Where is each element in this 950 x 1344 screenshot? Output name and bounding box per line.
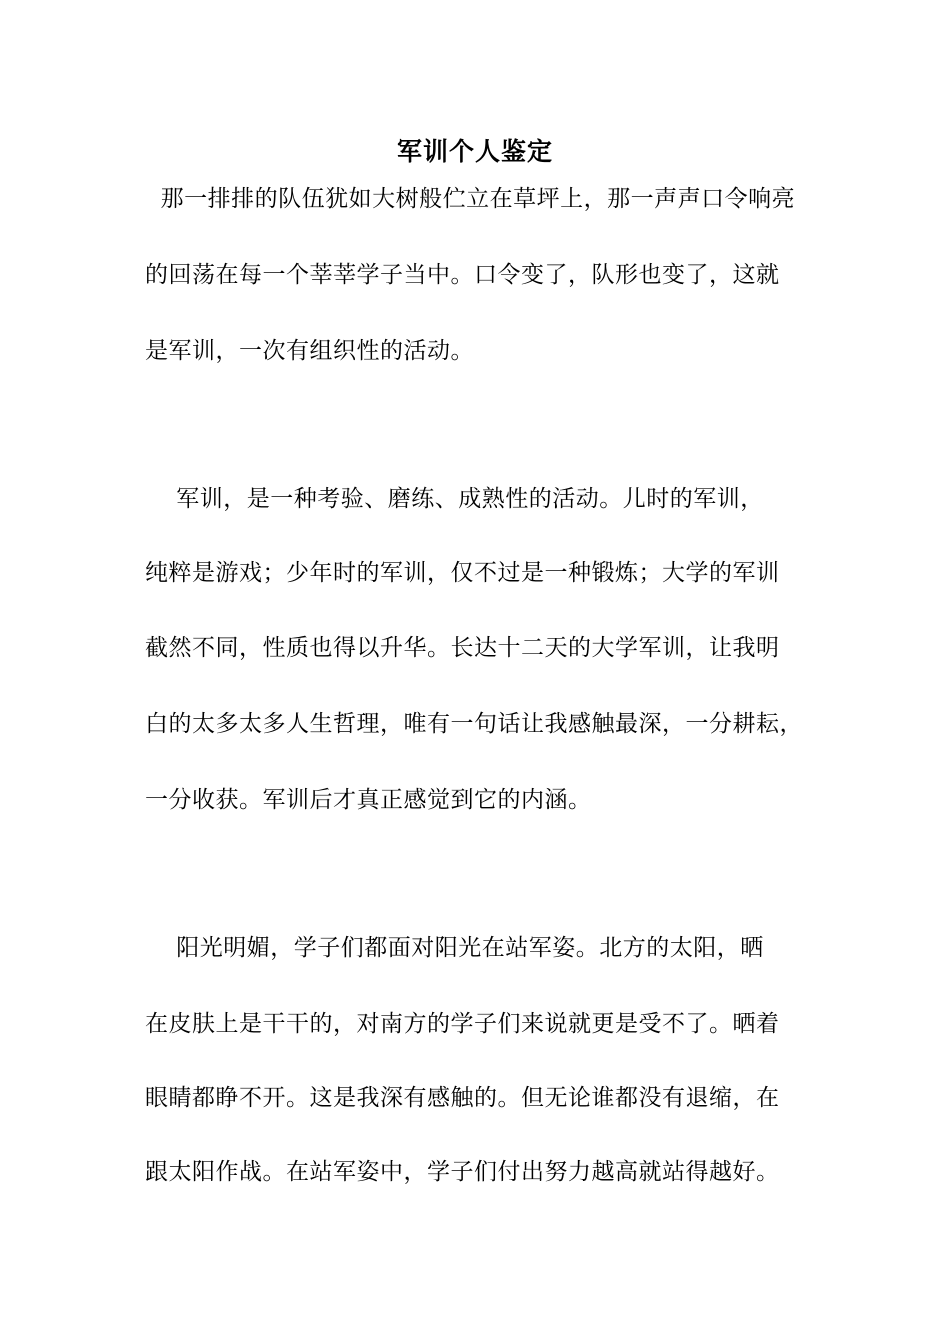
paragraph-2-line-1: 军训，是一种考验、磨练、成熟性的活动。儿时的军训，: [145, 486, 764, 512]
document-title: 军训个人鉴定: [396, 137, 553, 166]
paragraph-2-line-5: 一分收获。军训后才真正感觉到它的内涵。: [145, 787, 592, 813]
paragraph-3-line-2: 在皮肤上是干干的，对南方的学子们来说就更是受不了。晒着: [145, 1011, 780, 1037]
paragraph-2-line-3: 截然不同，性质也得以升华。长达十二天的大学军训，让我明: [145, 635, 780, 661]
paragraph-3-line-3: 眼睛都睁不开。这是我深有感触的。但无论谁都没有退缩，在: [145, 1085, 780, 1111]
paragraph-1-line-3: 是军训，一次有组织性的活动。: [145, 338, 474, 364]
paragraph-3-line-1: 阳光明媚，学子们都面对阳光在站军姿。北方的太阳，晒: [145, 935, 764, 961]
paragraph-2-line-4: 白的太多太多人生哲理，唯有一句话让我感触最深，一分耕耘，: [145, 711, 803, 737]
paragraph-3-line-4: 跟太阳作战。在站军姿中，学子们付出努力越高就站得越好。: [145, 1159, 780, 1185]
paragraph-1-line-1: 那一排排的队伍犹如大树般伫立在草坪上，那一声声口令响亮: [145, 186, 796, 212]
paragraph-1-line-2: 的回荡在每一个莘莘学子当中。口令变了，队形也变了，这就: [145, 262, 780, 288]
paragraph-2-line-2: 纯粹是游戏；少年时的军训，仅不过是一种锻炼；大学的军训: [145, 560, 780, 586]
